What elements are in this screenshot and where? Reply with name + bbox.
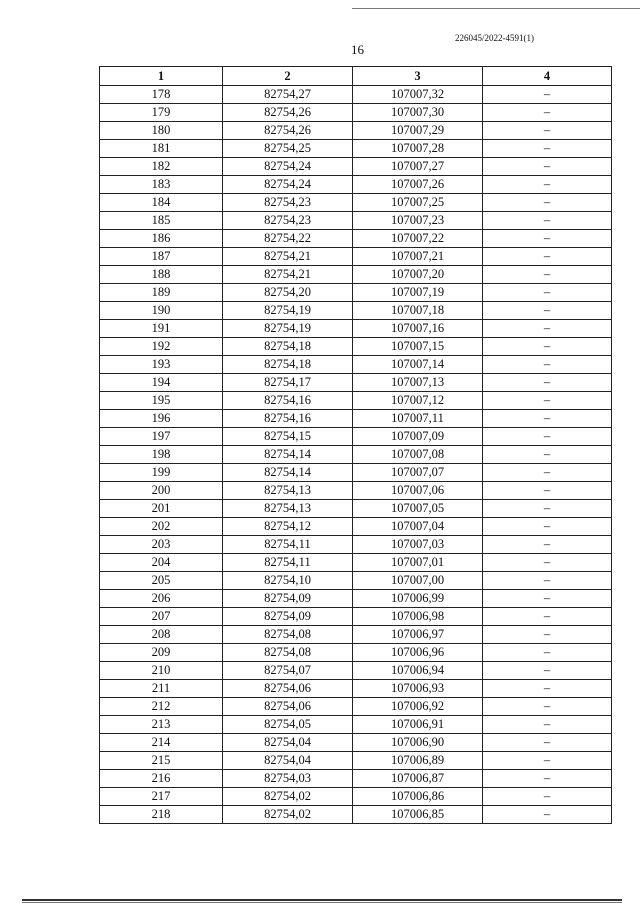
table-row (100, 284, 612, 302)
point-number-cell: 189 (100, 284, 223, 302)
x-coordinate-cell: 82754,14 (223, 464, 353, 482)
y-coordinate-cell: 107007,29 (353, 122, 483, 140)
y-coordinate-cell: 107007,20 (353, 266, 483, 284)
x-coordinate-cell: 82754,14 (223, 446, 353, 464)
table-row (100, 158, 612, 176)
y-coordinate-cell: 107007,16 (353, 320, 483, 338)
y-coordinate-cell: 107006,85 (353, 806, 483, 824)
point-number-cell: 190 (100, 302, 223, 320)
table-row (100, 518, 612, 536)
point-number-cell: 202 (100, 518, 223, 536)
x-coordinate-cell: 82754,26 (223, 122, 353, 140)
y-coordinate-cell: 107007,19 (353, 284, 483, 302)
point-number-cell: 194 (100, 374, 223, 392)
column-4-cell: – (483, 698, 612, 716)
y-coordinate-cell: 107007,04 (353, 518, 483, 536)
table-row (100, 680, 612, 698)
x-coordinate-cell: 82754,21 (223, 266, 353, 284)
x-coordinate-cell: 82754,08 (223, 644, 353, 662)
x-coordinate-cell: 82754,03 (223, 770, 353, 788)
table-row (100, 806, 612, 824)
x-coordinate-cell: 82754,05 (223, 716, 353, 734)
column-4-cell: – (483, 230, 612, 248)
column-4-cell: – (483, 320, 612, 338)
point-number-cell: 193 (100, 356, 223, 374)
column-4-cell: – (483, 572, 612, 590)
column-4-cell: – (483, 752, 612, 770)
point-number-cell: 217 (100, 788, 223, 806)
column-header-2: 2 (223, 67, 353, 86)
column-4-cell: – (483, 446, 612, 464)
point-number-cell: 195 (100, 392, 223, 410)
point-number-cell: 209 (100, 644, 223, 662)
table-row (100, 752, 612, 770)
x-coordinate-cell: 82754,02 (223, 788, 353, 806)
column-4-cell: – (483, 194, 612, 212)
table-header-row (100, 67, 612, 86)
y-coordinate-cell: 107006,96 (353, 644, 483, 662)
point-number-cell: 204 (100, 554, 223, 572)
x-coordinate-cell: 82754,26 (223, 104, 353, 122)
point-number-cell: 179 (100, 104, 223, 122)
y-coordinate-cell: 107007,13 (353, 374, 483, 392)
y-coordinate-cell: 107007,14 (353, 356, 483, 374)
x-coordinate-cell: 82754,15 (223, 428, 353, 446)
table-row (100, 392, 612, 410)
table-row (100, 140, 612, 158)
table-row (100, 626, 612, 644)
x-coordinate-cell: 82754,23 (223, 212, 353, 230)
column-4-cell: – (483, 788, 612, 806)
column-4-cell: – (483, 536, 612, 554)
x-coordinate-cell: 82754,18 (223, 338, 353, 356)
table-row (100, 608, 612, 626)
y-coordinate-cell: 107007,22 (353, 230, 483, 248)
point-number-cell: 215 (100, 752, 223, 770)
column-4-cell: – (483, 806, 612, 824)
top-divider-line (352, 8, 640, 9)
table-row (100, 572, 612, 590)
column-4-cell: – (483, 554, 612, 572)
table-row (100, 374, 612, 392)
table-row (100, 356, 612, 374)
x-coordinate-cell: 82754,09 (223, 608, 353, 626)
y-coordinate-cell: 107006,94 (353, 662, 483, 680)
column-4-cell: – (483, 158, 612, 176)
x-coordinate-cell: 82754,20 (223, 284, 353, 302)
point-number-cell: 207 (100, 608, 223, 626)
column-4-cell: – (483, 212, 612, 230)
table-row (100, 770, 612, 788)
column-4-cell: – (483, 518, 612, 536)
x-coordinate-cell: 82754,17 (223, 374, 353, 392)
x-coordinate-cell: 82754,11 (223, 536, 353, 554)
y-coordinate-cell: 107006,87 (353, 770, 483, 788)
point-number-cell: 192 (100, 338, 223, 356)
point-number-cell: 216 (100, 770, 223, 788)
y-coordinate-cell: 107007,30 (353, 104, 483, 122)
table-row (100, 662, 612, 680)
column-4-cell: – (483, 482, 612, 500)
x-coordinate-cell: 82754,13 (223, 500, 353, 518)
table-row (100, 176, 612, 194)
y-coordinate-cell: 107007,21 (353, 248, 483, 266)
y-coordinate-cell: 107006,89 (353, 752, 483, 770)
point-number-cell: 196 (100, 410, 223, 428)
x-coordinate-cell: 82754,09 (223, 590, 353, 608)
point-number-cell: 213 (100, 716, 223, 734)
table-row (100, 788, 612, 806)
column-4-cell: – (483, 248, 612, 266)
x-coordinate-cell: 82754,08 (223, 626, 353, 644)
x-coordinate-cell: 82754,22 (223, 230, 353, 248)
table-row (100, 266, 612, 284)
y-coordinate-cell: 107006,92 (353, 698, 483, 716)
point-number-cell: 182 (100, 158, 223, 176)
table-row (100, 536, 612, 554)
y-coordinate-cell: 107007,18 (353, 302, 483, 320)
x-coordinate-cell: 82754,13 (223, 482, 353, 500)
y-coordinate-cell: 107007,25 (353, 194, 483, 212)
column-4-cell: – (483, 284, 612, 302)
table-row (100, 698, 612, 716)
page-number: 16 (351, 42, 364, 57)
y-coordinate-cell: 107007,00 (353, 572, 483, 590)
table-row (100, 464, 612, 482)
table-row (100, 428, 612, 446)
point-number-cell: 198 (100, 446, 223, 464)
x-coordinate-cell: 82754,25 (223, 140, 353, 158)
column-header-4: 4 (483, 67, 612, 86)
x-coordinate-cell: 82754,06 (223, 680, 353, 698)
point-number-cell: 180 (100, 122, 223, 140)
column-4-cell: – (483, 734, 612, 752)
point-number-cell: 178 (100, 86, 223, 104)
point-number-cell: 214 (100, 734, 223, 752)
table-row (100, 554, 612, 572)
column-4-cell: – (483, 716, 612, 734)
x-coordinate-cell: 82754,23 (223, 194, 353, 212)
table-row (100, 320, 612, 338)
y-coordinate-cell: 107006,93 (353, 680, 483, 698)
column-4-cell: – (483, 428, 612, 446)
point-number-cell: 208 (100, 626, 223, 644)
y-coordinate-cell: 107007,11 (353, 410, 483, 428)
coordinates-table (99, 66, 612, 824)
y-coordinate-cell: 107006,91 (353, 716, 483, 734)
column-4-cell: – (483, 140, 612, 158)
table-row (100, 590, 612, 608)
y-coordinate-cell: 107006,97 (353, 626, 483, 644)
column-4-cell: – (483, 770, 612, 788)
y-coordinate-cell: 107007,32 (353, 86, 483, 104)
y-coordinate-cell: 107006,98 (353, 608, 483, 626)
x-coordinate-cell: 82754,04 (223, 752, 353, 770)
y-coordinate-cell: 107007,23 (353, 212, 483, 230)
point-number-cell: 184 (100, 194, 223, 212)
table-row (100, 302, 612, 320)
x-coordinate-cell: 82754,24 (223, 158, 353, 176)
x-coordinate-cell: 82754,04 (223, 734, 353, 752)
table-row (100, 194, 612, 212)
column-4-cell: – (483, 680, 612, 698)
table-row (100, 500, 612, 518)
y-coordinate-cell: 107007,15 (353, 338, 483, 356)
column-4-cell: – (483, 500, 612, 518)
column-4-cell: – (483, 626, 612, 644)
point-number-cell: 197 (100, 428, 223, 446)
column-header-1: 1 (100, 67, 223, 86)
table-row (100, 644, 612, 662)
y-coordinate-cell: 107006,86 (353, 788, 483, 806)
x-coordinate-cell: 82754,11 (223, 554, 353, 572)
table-row (100, 482, 612, 500)
table-row (100, 122, 612, 140)
table-row (100, 212, 612, 230)
y-coordinate-cell: 107007,27 (353, 158, 483, 176)
point-number-cell: 211 (100, 680, 223, 698)
document-reference: 226045/2022-4591(1) (455, 33, 534, 43)
table-row (100, 338, 612, 356)
y-coordinate-cell: 107007,05 (353, 500, 483, 518)
x-coordinate-cell: 82754,10 (223, 572, 353, 590)
y-coordinate-cell: 107007,08 (353, 446, 483, 464)
table-row (100, 446, 612, 464)
column-4-cell: – (483, 176, 612, 194)
point-number-cell: 206 (100, 590, 223, 608)
point-number-cell: 185 (100, 212, 223, 230)
point-number-cell: 187 (100, 248, 223, 266)
x-coordinate-cell: 82754,27 (223, 86, 353, 104)
table-body (100, 86, 612, 824)
x-coordinate-cell: 82754,18 (223, 356, 353, 374)
y-coordinate-cell: 107007,06 (353, 482, 483, 500)
point-number-cell: 212 (100, 698, 223, 716)
column-4-cell: – (483, 356, 612, 374)
column-4-cell: – (483, 464, 612, 482)
x-coordinate-cell: 82754,16 (223, 410, 353, 428)
bottom-divider-line (22, 899, 622, 901)
table-row (100, 86, 612, 104)
column-4-cell: – (483, 266, 612, 284)
y-coordinate-cell: 107006,90 (353, 734, 483, 752)
table-row (100, 104, 612, 122)
column-4-cell: – (483, 374, 612, 392)
point-number-cell: 200 (100, 482, 223, 500)
table-row (100, 716, 612, 734)
x-coordinate-cell: 82754,07 (223, 662, 353, 680)
point-number-cell: 201 (100, 500, 223, 518)
y-coordinate-cell: 107007,07 (353, 464, 483, 482)
column-4-cell: – (483, 104, 612, 122)
table-row (100, 248, 612, 266)
column-4-cell: – (483, 302, 612, 320)
x-coordinate-cell: 82754,02 (223, 806, 353, 824)
point-number-cell: 183 (100, 176, 223, 194)
x-coordinate-cell: 82754,12 (223, 518, 353, 536)
point-number-cell: 181 (100, 140, 223, 158)
column-header-3: 3 (353, 67, 483, 86)
x-coordinate-cell: 82754,19 (223, 302, 353, 320)
column-4-cell: – (483, 122, 612, 140)
column-4-cell: – (483, 608, 612, 626)
column-4-cell: – (483, 644, 612, 662)
point-number-cell: 205 (100, 572, 223, 590)
column-4-cell: – (483, 662, 612, 680)
y-coordinate-cell: 107007,01 (353, 554, 483, 572)
point-number-cell: 191 (100, 320, 223, 338)
point-number-cell: 218 (100, 806, 223, 824)
column-4-cell: – (483, 590, 612, 608)
table-row (100, 410, 612, 428)
table-row (100, 734, 612, 752)
x-coordinate-cell: 82754,19 (223, 320, 353, 338)
x-coordinate-cell: 82754,16 (223, 392, 353, 410)
column-4-cell: – (483, 86, 612, 104)
point-number-cell: 186 (100, 230, 223, 248)
table-row (100, 230, 612, 248)
column-4-cell: – (483, 338, 612, 356)
column-4-cell: – (483, 410, 612, 428)
y-coordinate-cell: 107007,03 (353, 536, 483, 554)
y-coordinate-cell: 107007,12 (353, 392, 483, 410)
point-number-cell: 210 (100, 662, 223, 680)
y-coordinate-cell: 107006,99 (353, 590, 483, 608)
x-coordinate-cell: 82754,06 (223, 698, 353, 716)
point-number-cell: 188 (100, 266, 223, 284)
y-coordinate-cell: 107007,09 (353, 428, 483, 446)
column-4-cell: – (483, 392, 612, 410)
point-number-cell: 203 (100, 536, 223, 554)
y-coordinate-cell: 107007,26 (353, 176, 483, 194)
y-coordinate-cell: 107007,28 (353, 140, 483, 158)
point-number-cell: 199 (100, 464, 223, 482)
x-coordinate-cell: 82754,24 (223, 176, 353, 194)
bottom-divider-line-thin (22, 902, 622, 903)
x-coordinate-cell: 82754,21 (223, 248, 353, 266)
